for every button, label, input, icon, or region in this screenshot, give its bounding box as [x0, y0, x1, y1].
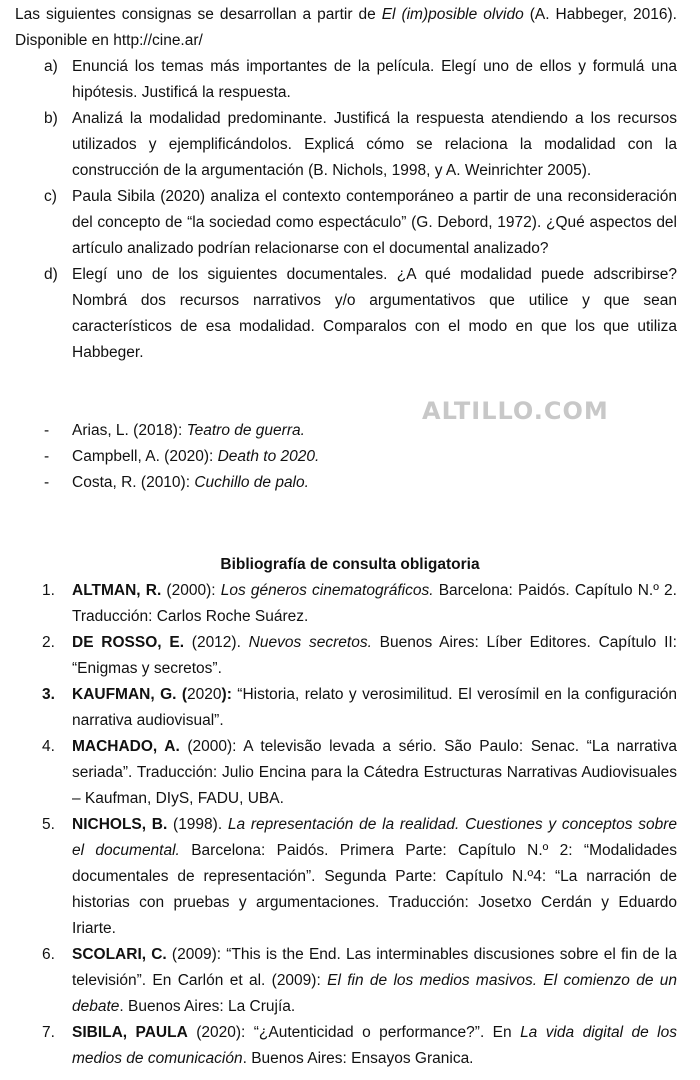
reference-author: ):: [221, 686, 232, 703]
documentary-author: Arias, L. (2018):: [72, 422, 187, 439]
reference-author: DE ROSSO, E.: [72, 634, 185, 651]
reference-title: La vida digital de los medios de comunicación: [72, 1024, 677, 1067]
reference-text: (2020): “¿Autenticidad o performance?”. En: [187, 1024, 521, 1041]
dash-marker: -: [44, 474, 50, 491]
reference-text: (2000):: [161, 582, 221, 599]
bibliography-reference: [72, 812, 677, 942]
documentary-author: Campbell, A. (2020):: [72, 448, 218, 465]
bibliography-reference: [72, 942, 677, 1020]
list-item: [15, 184, 677, 262]
list-marker: d): [44, 266, 58, 283]
bibliography-number: 7.: [42, 1024, 55, 1041]
reference-title: Nuevos secretos.: [248, 634, 372, 651]
bibliography-reference: [72, 734, 677, 812]
reference-text: Barcelona: Paidós. Primera Parte: Capítulo N.º 2: “Modalidades documentales de representación”. Segunda Parte: Capítulo N.º4: “La narración de historias con pruebas y argumentaciones. Traducción: Josetxo Cerdán y Eduardo Iriarte.: [72, 842, 677, 937]
bibliography-number: 1.: [42, 582, 55, 599]
bibliography-item: [15, 682, 677, 734]
list-marker: c): [44, 188, 57, 205]
bibliography-number: 5.: [42, 816, 55, 833]
bibliography-item: [15, 812, 677, 942]
watermark-logo: ALTILLO.COM: [422, 397, 609, 425]
documentary-title: Cuchillo de palo.: [194, 474, 309, 491]
intro-paragraph: [15, 2, 677, 54]
bibliography-item: [15, 630, 677, 682]
reference-text: Buenos Aires: Líber Editores. Capítulo II: “Enigmas y secretos”.: [72, 634, 677, 677]
list-item: [15, 444, 677, 470]
reference-title: Los géneros cinematográficos.: [220, 582, 434, 599]
documentary-title: Death to 2020.: [217, 448, 320, 465]
list-item: [15, 54, 677, 106]
documentary-entry: [72, 444, 677, 470]
reference-text: “Historia, relato y verosimilitud. El verosímil en la configuración narrativa audiovisual”.: [72, 686, 677, 729]
reference-text: (2012).: [184, 634, 249, 651]
task-list: [15, 54, 677, 366]
bibliography-item: [15, 1020, 677, 1072]
bibliography-reference: [72, 1020, 677, 1072]
bibliography-number: 6.: [42, 946, 55, 963]
list-item: [15, 470, 677, 496]
task-text: Elegí uno de los siguientes documentales. ¿A qué modalidad puede adscribirse? Nombrá dos recursos narrativos y/o argumentativos que utilice y que sean característicos de esa modalidad. Comparalos con el modo en que los que utiliza Habbeger.: [72, 266, 677, 361]
documentary-author: Costa, R. (2010):: [72, 474, 195, 491]
intro-film-title: El (im)posible olvido: [381, 6, 524, 23]
task-text: Paula Sibila (2020) analiza el contexto contemporáneo a partir de una reconsideración del concepto de “la sociedad como espectáculo” (G. Debord, 1972). ¿Qué aspectos del artículo analizado podrían relacionarse con el documental analizado?: [72, 188, 677, 257]
reference-title: El fin de los medios masivos. El comienzo de un debate: [72, 972, 678, 1015]
bibliography-reference: [72, 682, 677, 734]
bibliography-list: [15, 578, 677, 1072]
intro-text-before: Las siguientes consignas se desarrollan a partir de: [15, 6, 382, 23]
task-text: Enunciá los temas más importantes de la película. Elegí uno de ellos y formulá una hipótesis. Justificá la respuesta.: [72, 58, 677, 101]
reference-author: SCOLARI, C.: [72, 946, 167, 963]
list-marker: b): [44, 110, 58, 127]
reference-text: . Buenos Aires: La Crujía.: [119, 998, 296, 1015]
reference-text: (2009): “This is the End. Las interminables discusiones sobre el fin de la televisión”. En Carlón et al. (2009):: [72, 946, 677, 989]
reference-author: NICHOLS, B.: [72, 816, 168, 833]
bibliography-reference: [72, 630, 677, 682]
reference-author: KAUFMAN, G. (: [72, 686, 188, 703]
task-text: Analizá la modalidad predominante. Justificá la respuesta atendiendo a los recursos utilizados y ejemplificándolos. Explicá cómo se relaciona la modalidad con la construcción de la argumentación (B. Nichols, 1998, y A. Weinrichter 2005).: [72, 110, 677, 179]
list-item: [15, 262, 677, 366]
bibliography-item: [15, 734, 677, 812]
reference-author: ALTMAN, R.: [72, 582, 162, 599]
intro-text-after: (A. Habbeger, 2016). Disponible en http://cine.ar/: [15, 6, 677, 49]
documentary-list: [15, 418, 677, 496]
dash-marker: -: [44, 422, 50, 439]
reference-title: La representación de la realidad. Cuestiones y conceptos sobre el documental.: [72, 816, 677, 859]
bibliography-title: Bibliografía de consulta obligatoria: [220, 556, 480, 573]
bibliography-reference: [72, 578, 677, 630]
reference-text: (2000): A televisão levada a sério. São Paulo: Senac. “La narrativa seriada”. Traducción: Julio Encina para la Cátedra Estructuras Narrativas Audiovisuales – Kaufman, DIyS, FADU, UBA.: [72, 738, 677, 807]
reference-text: . Buenos Aires: Ensayos Granica.: [242, 1050, 474, 1067]
reference-text: (1998).: [167, 816, 228, 833]
reference-text: 2020: [187, 686, 222, 703]
documentary-entry: [72, 470, 677, 496]
bibliography-number: 3.: [42, 686, 55, 703]
bibliography-item: [15, 578, 677, 630]
list-item: [15, 106, 677, 184]
reference-author: SIBILA, PAULA: [72, 1024, 188, 1041]
reference-text: Barcelona: Paidós. Capítulo N.º 2. Traducción: Carlos Roche Suárez.: [72, 582, 677, 625]
bibliography-item: [15, 942, 677, 1020]
documentary-title: Teatro de guerra.: [186, 422, 305, 439]
bibliography-number: 2.: [42, 634, 55, 651]
list-marker: a): [44, 58, 58, 75]
bibliography-number: 4.: [42, 738, 55, 755]
reference-author: MACHADO, A.: [72, 738, 180, 755]
dash-marker: -: [44, 448, 50, 465]
